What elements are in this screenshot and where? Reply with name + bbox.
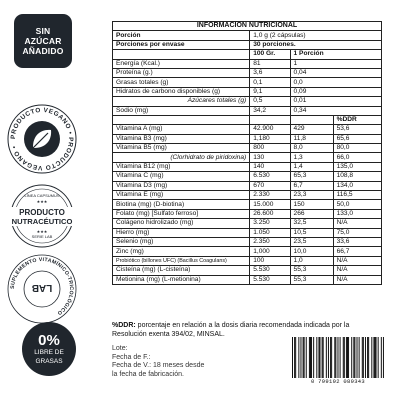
nutrient-label: Energía (Kcal.): [113, 59, 250, 68]
value-100g: 15.000: [250, 200, 290, 209]
svg-text:★★★: ★★★: [36, 199, 48, 204]
nutra-top-text: LÍNEA CAPSUMUS: [24, 193, 60, 198]
vitamin-row: [113, 237, 382, 246]
nutrient-label: Vitamina B5 (mg): [113, 144, 250, 153]
nutrient-label: Grasas totales (g): [113, 78, 250, 87]
suplemento-text: SUPLEMENTO VITAMÍNICO-TRICOLÓGICO: [9, 256, 75, 316]
value-100g: 1,180: [250, 134, 290, 143]
value-ddr: 53,6: [333, 125, 381, 134]
nutrient-label: Metionina (mg) (L-metionina): [113, 275, 250, 284]
value-100g: 2.330: [250, 191, 290, 200]
value-portion: 32,5: [290, 219, 333, 228]
nutrient-label: Vitamina A (mg): [113, 125, 250, 134]
nutrient-label: Vitamina B12 (mg): [113, 162, 250, 171]
vitamin-row: [113, 200, 382, 209]
producto-nutraceutico-badge: [6, 180, 78, 252]
barcode-bar: [330, 337, 331, 378]
energy-row: [113, 78, 382, 87]
lab-mark: LAB: [31, 282, 53, 293]
value-ddr: N/A: [333, 275, 381, 284]
value-ddr: 135,0: [333, 162, 381, 171]
barcode-bar: [365, 337, 366, 378]
barcode-bar: [351, 337, 352, 378]
grasas-percent: 0%: [38, 332, 60, 349]
vitamin-row: [113, 266, 382, 275]
barcode-bar: [368, 337, 369, 378]
nutrient-label: Folato (mg) [Sulfato ferroso]: [113, 209, 250, 218]
barcode-bar: [304, 337, 305, 378]
lot-info: [112, 345, 272, 379]
barcode-bar: [292, 337, 293, 378]
col-portion-header: 1 Porción: [290, 50, 381, 59]
value-portion: 266: [290, 209, 333, 218]
barcode-bar: [309, 337, 310, 378]
value-portion: 65,3: [290, 172, 333, 181]
grasas-line2: GRASAS: [35, 357, 63, 365]
barcode-image: [292, 337, 384, 382]
value-100g: 1,000: [250, 247, 290, 256]
barcode-bar: [340, 337, 341, 378]
barcode-bar: [347, 337, 348, 378]
value-portion: 0,34: [290, 106, 381, 115]
value-ddr: 133,0: [333, 209, 381, 218]
barcode-bar: [323, 337, 324, 378]
nutrient-label: Hidratos de carbono disponibles (g): [113, 87, 250, 96]
barcode-bar: [348, 337, 349, 378]
barcode-bar: [322, 337, 323, 378]
empty-cell: [113, 115, 250, 124]
vitamin-row: [113, 162, 382, 171]
value-portion: 11,8: [290, 134, 333, 143]
nutrient-label: Azúcares totales (g): [113, 97, 250, 106]
value-portion: 150: [290, 200, 333, 209]
barcode-bar: [294, 337, 295, 378]
value-portion: 6,7: [290, 181, 333, 190]
barcode-bar: [378, 337, 379, 378]
exp-date-note: la fecha de fabricación.: [112, 370, 184, 378]
value-100g: 26.600: [250, 209, 290, 218]
barcode-bar: [298, 337, 299, 378]
barcode-bar: [303, 337, 304, 378]
energy-row: [113, 106, 382, 115]
vitamin-row: [113, 134, 382, 143]
barcode-bar: [316, 337, 317, 378]
value-portion: 1,3: [290, 153, 333, 162]
nutrient-label: Biotina (mg) (D-biotina): [113, 200, 250, 209]
nutrient-label: Vitamina E (mg): [113, 191, 250, 200]
vitamin-row: [113, 172, 382, 181]
nutrient-label: Vitamina D3 (mg): [113, 181, 250, 190]
value-100g: 9,1: [250, 87, 290, 96]
barcode-bar: [374, 337, 375, 378]
energy-row: [113, 87, 382, 96]
ddr-footnote-text: porcentaje en relación a la dosis diaria recomendada indicada por la Resolución exenta 394/02, MINSAL.: [112, 322, 350, 338]
nutrient-label: Sodio (mg): [113, 106, 250, 115]
producto-vegano-badge: [6, 103, 78, 175]
portion-row: [113, 31, 382, 40]
barcode-bar: [328, 337, 329, 378]
value-100g: 81: [250, 59, 290, 68]
nutrient-label: Proteína (g.): [113, 68, 250, 77]
value-ddr: 65,6: [333, 134, 381, 143]
vitamin-row: [113, 191, 382, 200]
nutrient-label: Vitamina B3 (mg): [113, 134, 250, 143]
nutrient-label: Vitamina C (mg): [113, 172, 250, 181]
col-100-header: 100 Gr.: [250, 50, 290, 59]
barcode-bar: [335, 337, 336, 378]
fab-date-line: Fecha de F.:: [112, 353, 151, 361]
value-100g: 1.050: [250, 228, 290, 237]
value-portion: 1,4: [290, 162, 333, 171]
barcode-bar: [373, 337, 374, 378]
empty-cell: [250, 115, 290, 124]
value-100g: 800: [250, 144, 290, 153]
value-100g: 670: [250, 181, 290, 190]
barcode-bar: [363, 337, 364, 378]
value-portion: 55,3: [290, 266, 333, 275]
libre-de-grasas-badge: [22, 322, 76, 376]
value-portion: 10,0: [290, 247, 333, 256]
value-portion: 10,5: [290, 228, 333, 237]
value-100g: 0,1: [250, 78, 290, 87]
value-100g: 42.900: [250, 125, 290, 134]
value-ddr: 116,5: [333, 191, 381, 200]
value-portion: 0,09: [290, 87, 381, 96]
vitamin-row: [113, 209, 382, 218]
barcode-bar: [354, 337, 355, 378]
barcode-bar: [334, 337, 335, 378]
energy-row: [113, 97, 382, 106]
vitamin-row: [113, 247, 382, 256]
value-ddr: 80,0: [333, 144, 381, 153]
grasas-line1: LIBRE DE: [34, 349, 64, 356]
sin-azucar-line2: AZÚCAR: [24, 36, 62, 46]
barcode-bar: [359, 337, 360, 378]
svg-text:★★★: ★★★: [36, 229, 48, 234]
value-100g: 140: [250, 162, 290, 171]
value-ddr: 50,0: [333, 200, 381, 209]
value-ddr: N/A: [333, 219, 381, 228]
nutrient-label: (Clorhidrato de piridoxina): [113, 153, 250, 162]
producto-vegano-text: PRODUCTO VEGANO • PRODUCTO VEGANO •: [9, 106, 75, 172]
barcode-bar: [331, 337, 332, 378]
barcode-bar: [362, 337, 363, 378]
vitamin-row: [113, 256, 382, 265]
barcode-bar: [381, 337, 382, 378]
empty-cell: [290, 115, 333, 124]
value-portion: 55,3: [290, 275, 333, 284]
barcode-bar: [318, 337, 319, 378]
value-portion: 8,0: [290, 144, 333, 153]
nutrient-label: Hierro (mg): [113, 228, 250, 237]
value-100g: 3,6: [250, 68, 290, 77]
nutra-bottom-text: SERIE LAB: [31, 234, 53, 239]
barcode-bar: [353, 337, 354, 378]
value-ddr: 75,0: [333, 228, 381, 237]
value-portion: 1,0: [290, 256, 333, 265]
barcode-bar: [376, 337, 377, 378]
table-title-row: [113, 22, 382, 31]
lot-line: Lote:: [112, 345, 128, 352]
column-header-row: [113, 50, 382, 59]
nutrient-label: Zinc (mg): [113, 247, 250, 256]
value-100g: 100: [250, 256, 290, 265]
value-portion: 1: [290, 59, 381, 68]
per-pack-value: 30 porciones.: [250, 40, 382, 49]
barcode-bar: [306, 337, 307, 378]
value-100g: 3.250: [250, 219, 290, 228]
ddr-header: %DDR: [333, 115, 381, 124]
table-title: INFORMACIÓN NUTRICIONAL: [113, 22, 382, 31]
value-portion: 0,0: [290, 78, 381, 87]
value-ddr: 66,0: [333, 153, 381, 162]
vitamin-row: [113, 228, 382, 237]
nutrition-table: [112, 21, 382, 285]
value-portion: 0,04: [290, 68, 381, 77]
value-portion: 23,5: [290, 237, 333, 246]
barcode-bar: [343, 337, 344, 378]
barcode-bar: [344, 337, 345, 378]
vitamin-row: [113, 181, 382, 190]
vitamin-row: [113, 275, 382, 284]
energy-row: [113, 68, 382, 77]
value-100g: 0,5: [250, 97, 290, 106]
sin-azucar-badge: [14, 14, 72, 68]
vitamin-row: [113, 125, 382, 134]
barcode-bar: [371, 337, 372, 378]
value-portion: 23,3: [290, 191, 333, 200]
per-pack-label: Porciones por envase: [113, 40, 250, 49]
value-ddr: N/A: [333, 256, 381, 265]
nutra-main1: PRODUCTO: [19, 208, 65, 217]
sin-azucar-line1: SIN: [35, 26, 51, 36]
barcode-bar: [300, 337, 301, 378]
value-portion: 429: [290, 125, 333, 134]
exp-date-line: Fecha de V.: 18 meses desde: [112, 362, 205, 369]
barcode-bar: [383, 337, 384, 378]
per-pack-row: [113, 40, 382, 49]
sin-azucar-line3: AÑADIDO: [22, 46, 64, 56]
value-100g: 5.530: [250, 266, 290, 275]
vitamin-row: [113, 153, 382, 162]
value-100g: 2.350: [250, 237, 290, 246]
barcode-bar: [326, 337, 327, 378]
ddr-footnote-bold: %DDR:: [112, 322, 136, 329]
barcode-bar: [319, 337, 320, 378]
nutra-main2: NUTRACÉUTICO: [11, 217, 73, 226]
value-portion: 0,01: [290, 97, 381, 106]
value-ddr: 66,7: [333, 247, 381, 256]
portion-label: Porción: [113, 31, 250, 40]
value-100g: 130: [250, 153, 290, 162]
suplemento-vitaminico-badge: [6, 253, 78, 325]
energy-row: [113, 59, 382, 68]
nutrient-label: Selenio (mg): [113, 237, 250, 246]
barcode-bar: [313, 337, 314, 378]
value-100g: 6.530: [250, 172, 290, 181]
value-ddr: 134,0: [333, 181, 381, 190]
value-100g: 5.530: [250, 275, 290, 284]
value-100g: 34,2: [250, 106, 290, 115]
nutrient-label: Cisteína (mg) (L-cisteína): [113, 266, 250, 275]
vitamin-row: [113, 219, 382, 228]
barcode-bar: [295, 337, 296, 378]
value-ddr: 33,6: [333, 237, 381, 246]
ddr-header-row: [113, 115, 382, 124]
barcode-bar: [367, 337, 368, 378]
portion-value: 1,0 g (2 cápsulas): [250, 31, 382, 40]
nutrition-facts-panel: [112, 21, 382, 285]
value-ddr: N/A: [333, 266, 381, 275]
vitamin-row: [113, 144, 382, 153]
barcode-bar: [310, 337, 311, 378]
nutrient-label: Colágeno hidrolizado (mg): [113, 219, 250, 228]
barcode-number: 0 799192 089343: [310, 378, 365, 385]
barcode-bar: [311, 337, 312, 378]
barcode-bar: [346, 337, 347, 378]
barcode-bar: [337, 337, 338, 378]
value-ddr: 108,8: [333, 172, 381, 181]
barcode-bar: [357, 337, 358, 378]
nutrient-label: Probiótico (billones UFC) (Bacillus Coagulans): [113, 256, 250, 265]
